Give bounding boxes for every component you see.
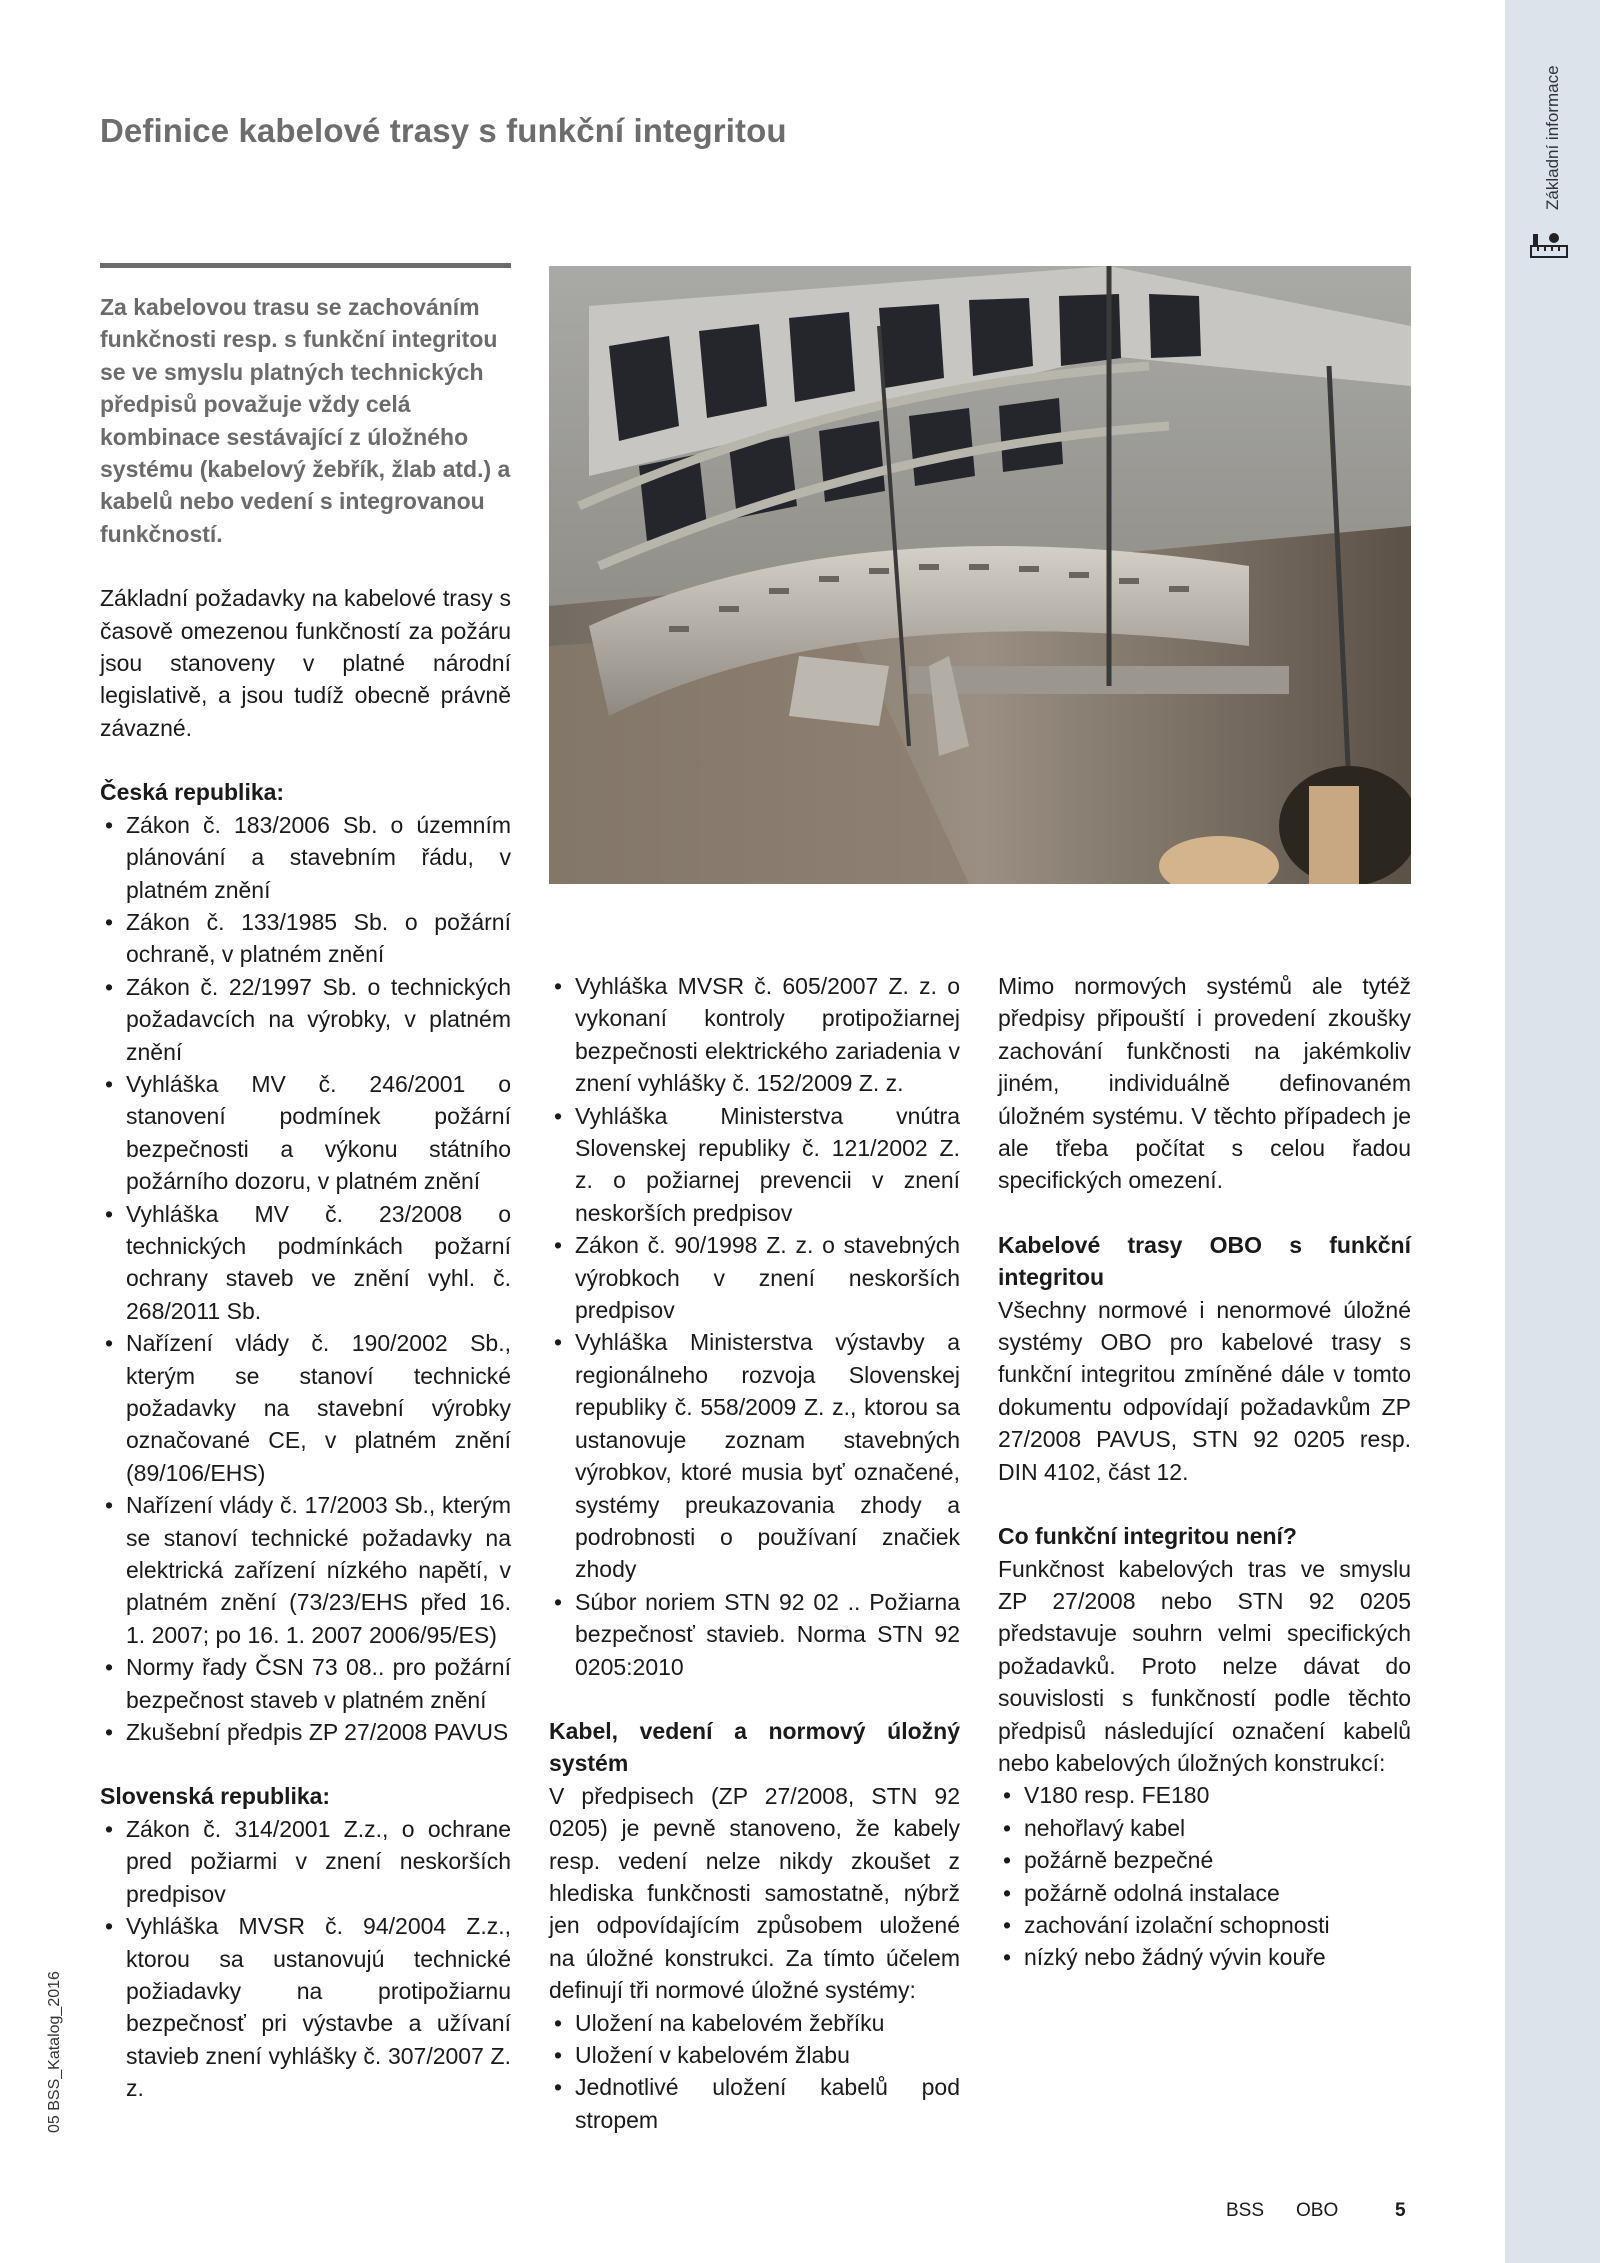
section-heading: Kabelové trasy OBO s funkční integritou — [998, 1231, 1411, 1291]
tools-ruler-icon — [1530, 232, 1568, 266]
list-item: • Zákon č. 90/1998 Z. z. o stavebných výrobkoch v znení neskorších predpisov — [549, 1229, 960, 1326]
list-item: • Normy řady ČSN 73 08.. pro požární bezpečnost staveb v platném znění — [100, 1651, 511, 1716]
list-item: • Nařízení vlády č. 17/2003 Sb., kterým se stanoví technické požadavky na elektrická zařízení nízkého napětí, v platném znění (73/23/EHS před 16. 1. 2007; po 16. 1. 2007 2006/95/ES) — [100, 1489, 511, 1651]
list-item: • Zkušební předpis ZP 27/2008 PAVUS — [100, 1716, 511, 1748]
paragraph: Mimo normových systémů ale tytéž předpisy připouští i provedení zkoušky zachování funkčnosti na jakémkoliv jiném, individuálně definovaném úložném systému. V těchto případech je ale třeba počítat s celou řadou specifických omezení. — [998, 973, 1411, 1194]
sk-list — [100, 1813, 511, 2105]
designations-list — [998, 1779, 1411, 1973]
list-item: • Zákon č. 183/2006 Sb. o územním plánování a stavebním řádu, v platném znění — [100, 809, 511, 906]
list-item: • Vyhláška Ministerstva výstavby a regionálneho rozvoja Slovenskej republiky č. 558/2009 Z. z., ktorou sa ustanovuje zoznam stavebných výrobkov, ktoré musia byť označené, systémy preukazovania zhody a podrobnosti o používaní značiek zhody — [549, 1326, 960, 1585]
list-item: • Vyhláška Ministerstva vnútra Slovenskej republiky č. 121/2002 Z. z. o požiarnej prevencii v znení neskorších predpisov — [549, 1100, 960, 1230]
list-item: • nízký nebo žádný vývin kouře — [998, 1941, 1411, 1973]
sidebar — [1505, 0, 1600, 2263]
sk-list-continued — [549, 970, 960, 1683]
cz-heading: Česká republika: — [100, 779, 285, 806]
title-rule — [100, 263, 511, 268]
list-item: • Uložení v kabelovém žlabu — [549, 2039, 960, 2071]
list-item: • Zákon č. 22/1997 Sb. o technických požadavcích na výrobky, v platném znění — [100, 971, 511, 1068]
footer-bss: BSS — [1226, 2200, 1265, 2221]
section-heading: Co funkční integritou není? — [998, 1523, 1297, 1550]
list-item: • Súbor noriem STN 92 02 .. Požiarna bezpečnosť stavieb. Norma STN 92 0205:2010 — [549, 1586, 960, 1683]
list-item: • Vyhláška MVSR č. 94/2004 Z.z., ktorou sa ustanovujú technické požiadavky na protipožiarnu bezpečnosť pri výstavbe a užívaní stavieb znení vyhlášky č. 307/2007 Z. z. — [100, 1910, 511, 2104]
column-1 — [100, 291, 511, 2105]
list-item: • nehořlavý kabel — [998, 1812, 1411, 1844]
lead-paragraph: Za kabelovou trasu se zachováním funkčnosti resp. s funkční integritou se ve smyslu platných technických předpisů považuje vždy celá kombinace sestávající z úložného systému (kabelový žebřík, žlab atd.) a kabelů nebo vedení s integrovanou funkčností. — [100, 294, 511, 547]
list-item: • Zákon č. 133/1985 Sb. o požární ochraně, v platném znění — [100, 906, 511, 971]
list-item: • Zákon č. 314/2001 Z.z., o ochrane pred požiarmi v znení neskorších predpisov — [100, 1813, 511, 1910]
list-item: • Uložení na kabelovém žebříku — [549, 2007, 960, 2039]
section-paragraph: V předpisech (ZP 27/2008, STN 92 0205) je pevně stanoveno, že kabely resp. vedení nelze nikdy zkoušet z hlediska funkčnosti samostatně, nýbrž jen odpovídajícím způsobem uložené na úložné konstrukci. Za tímto účelem definují tři normové úložné systémy: — [549, 1782, 960, 2004]
page-number: 5 — [1395, 2200, 1406, 2221]
list-item: • požárně odolná instalace — [998, 1877, 1411, 1909]
page-title: Definice kabelové trasy s funkční integritou — [100, 112, 787, 149]
cz-list — [100, 809, 511, 1749]
list-item: • Nařízení vlády č. 190/2002 Sb., kterým se stanoví technické požadavky na stavební výrobky označované CE, v platném znění (89/106/EHS) — [100, 1327, 511, 1489]
cable-tray-photo — [549, 266, 1411, 884]
list-item: • zachování izolační schopnosti — [998, 1909, 1411, 1941]
sk-heading: Slovenská republika: — [100, 1783, 331, 1810]
paragraph: Všechny normové i nenormové úložné systémy OBO pro kabelové trasy s funkční integritou zmíněné dále v tomto dokumentu odpovídají požadavkům ZP 27/2008 PAVUS, STN 92 0205 resp. DIN 4102, část 12. — [998, 1296, 1411, 1485]
list-item: • Vyhláška MV č. 23/2008 o technických podmínkách požarní ochrany staveb ve znění vyhl. č. 268/2011 Sb. — [100, 1198, 511, 1328]
list-item: • V180 resp. FE180 — [998, 1779, 1411, 1811]
list-item: • Vyhláška MVSR č. 605/2007 Z. z. o vykonaní kontroly protipožiarnej bezpečnosti elektrického zariadenia v znení vyhlášky č. 152/2009 Z. z. — [549, 970, 960, 1100]
list-item: • Jednotlivé uložení kabelů pod stropem — [549, 2071, 960, 2136]
footer-obo: OBO — [1296, 2200, 1339, 2221]
paragraph: Funkčnost kabelových tras ve smyslu ZP 27/2008 nebo STN 92 0205 představuje souhrn velmi specifických požadavků. Proto nelze dávat do souvislosti s funkčností podle těchto předpisů následující označení kabelů nebo kabelových úložných konstrukcí: — [998, 1555, 1411, 1776]
section-heading: Kabel, vedení a normový úložný systém — [549, 1717, 960, 1777]
systems-list — [549, 2007, 960, 2137]
column-3 — [998, 970, 1411, 1974]
list-item: • Vyhláška MV č. 246/2001 o stanovení podmínek požární bezpečnosti a výkonu státního požárního dozoru, v platném znění — [100, 1068, 511, 1198]
list-item: • požárně bezpečné — [998, 1844, 1411, 1876]
intro-paragraph: Základní požadavky na kabelové trasy s časově omezenou funkčností za požáru jsou stanoveny v platné národní legislativě, a jsou tudíž obecně právně závazné. — [100, 585, 511, 741]
column-2 — [549, 970, 960, 2136]
